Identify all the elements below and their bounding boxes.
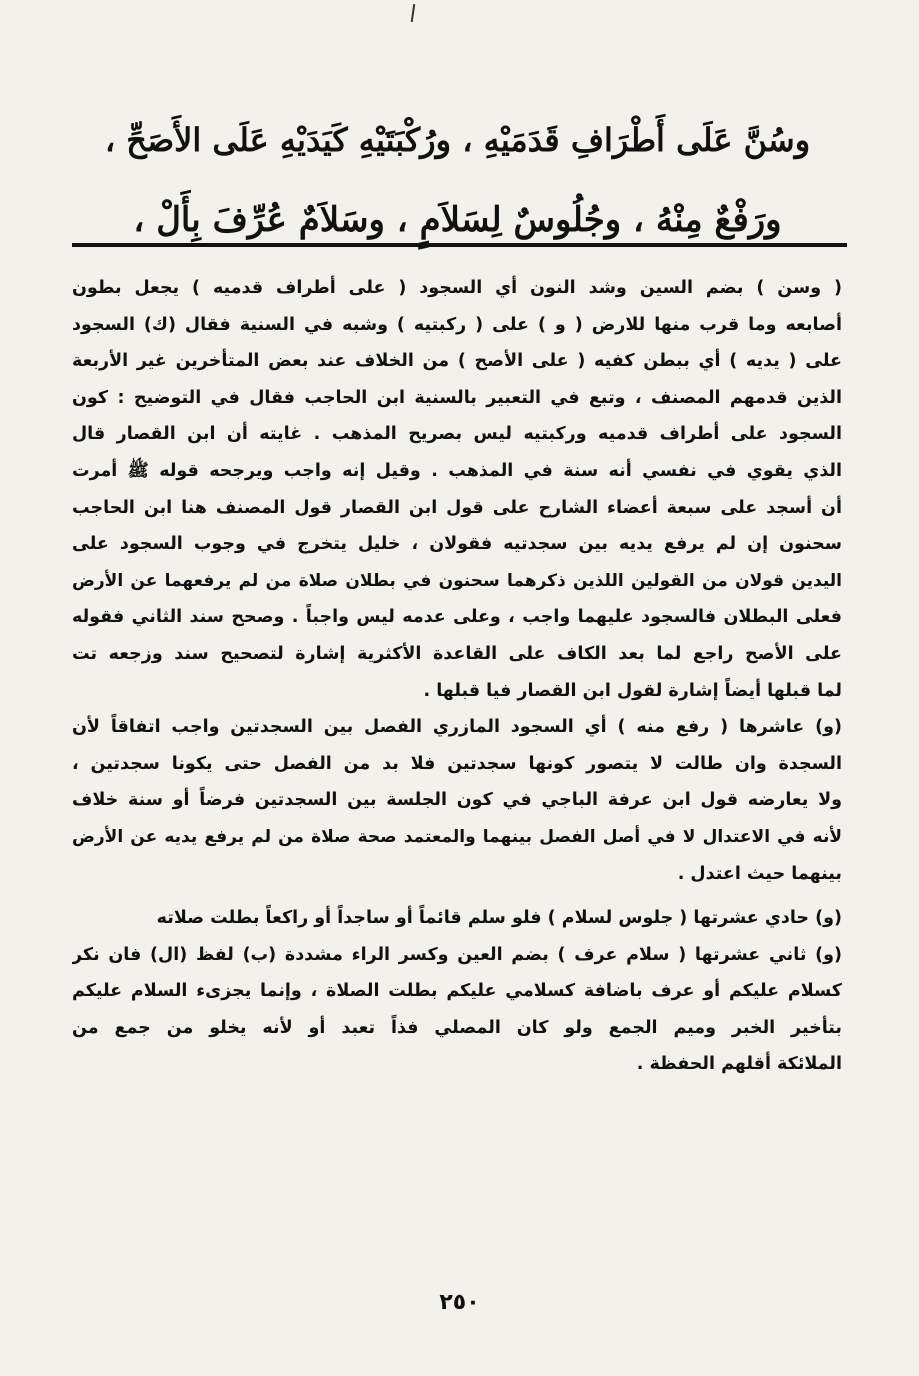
commentary-line: كسلام عليكم أو عرف باضافة كسلامي عليكم بطلت الصلاة ، وإنما يجزىء السلام عليكم [72,981,842,1002]
commentary-text [72,270,842,1083]
commentary-line: سحنون إن لم يرفع يديه بين سجدتيه فقولان ، خليل يتخرج في وجوب السجود على [72,534,842,555]
verse-line-2: ورَفْعٌ مِنْهُ ، وجُلُوسٌ لِسَلاَمٍ ، وسَلاَمٌ عُرِّفَ بِأَلْ ، [133,200,782,240]
commentary-line: اليدين قولان من القولين اللذين ذكرهما سحنون في بطلان صلاة من لم يرفعهما عن الأرض [72,570,842,591]
separator-rule [72,243,847,247]
commentary-line: السجدة وان طالت لا يتصور كونها سجدتين فلا بد من الفصل حتى يكونا سجدتين ، [72,753,842,774]
commentary-line: على الأصح راجع لما بعد الكاف على القاعدة الأكثرية إشارة لتصحيح سند وزجعه تت [72,643,842,664]
commentary-line: الذي يقوي في نفسي أنه سنة في المذهب . وقيل إنه واجب ويرجحه قوله ﷺ أمرت [72,460,842,481]
commentary-line: لما قبلها أيضاً إشارة لقول ابن القصار فيا قبلها . [423,680,842,701]
commentary-line: أن أسجد على سبعة أعضاء الشارح على قول ابن القصار قول المصنف هنا ابن الحاجب [72,497,842,518]
verse-line-1: وسُنَّ عَلَى أَطْرَافِ قَدَمَيْهِ ، ورُكْبَتَيْهِ كَيَدَيْهِ عَلَى الأَصَحِّ ، [104,121,811,159]
commentary-line: (و) ثاني عشرتها ( سلام عرف ) بضم العين وكسر الراء مشددة (ب) لفظ (ال) فان نكر [72,944,842,965]
commentary-line: الملائكة أقلهم الحفظة . [636,1054,842,1075]
commentary-line: على ( يديه ) أي ببطن كفيه ( على الأصح ) من الخلاف عند بعض المتأخرين غير الأربعة [72,351,842,372]
paragraph-gap [72,892,842,900]
commentary-line: بتأخير الخبر وميم الجمع ولو كان المصلي فذاً تعبد أو لأنه يخلو من جمع من [72,1017,842,1038]
commentary-line: لأنه في الاعتدال لا في أصل الفصل بينهما والمعتمد صحة صلاة من لم يرفع يديه عن الأرض [72,826,842,847]
page-number: ٢٥٠ [439,1290,480,1315]
commentary-line: ( وسن ) بضم السين وشد النون أي السجود ( على أطراف قدميه ) يجعل بطون [72,278,842,298]
commentary-line: فعلى البطلان فالسجود عليهما واجب ، وعلى عدمه ليس واجباً . وصحح سند الثاني فقوله [72,607,842,628]
commentary-line: بينهما حيث اعتدل . [677,863,842,884]
matn-verse [95,100,820,260]
commentary-line: ولا يعارضه قول ابن عرفة الباجي في كون الجلسة بين السجدتين فرضاً أو سنة خلاف [72,790,842,811]
commentary-line: الذين قدمهم المصنف ، وتبع في التعبير بالسنية ابن الحاجب فقال في التوضيح : كون [72,387,842,408]
stray-pen-mark [411,4,415,22]
commentary-line: (و) عاشرها ( رفع منه ) أي السجود المازري الفصل بين السجدتين واجب اتفاقاً لأن [72,717,842,738]
commentary-line: (و) حادي عشرتها ( جلوس لسلام ) فلو سلم قائماً أو ساجداً أو راكعاً بطلت صلاته [156,908,842,929]
commentary-line: السجود على أطراف قدميه وركبتيه ليس بصريح المذهب . غايته أن ابن القصار قال [72,424,842,445]
commentary-line: أصابعه وما قرب منها للارض ( و ) على ( ركبتيه ) وشبه في السنية فقال (ك) السجود [72,314,842,335]
